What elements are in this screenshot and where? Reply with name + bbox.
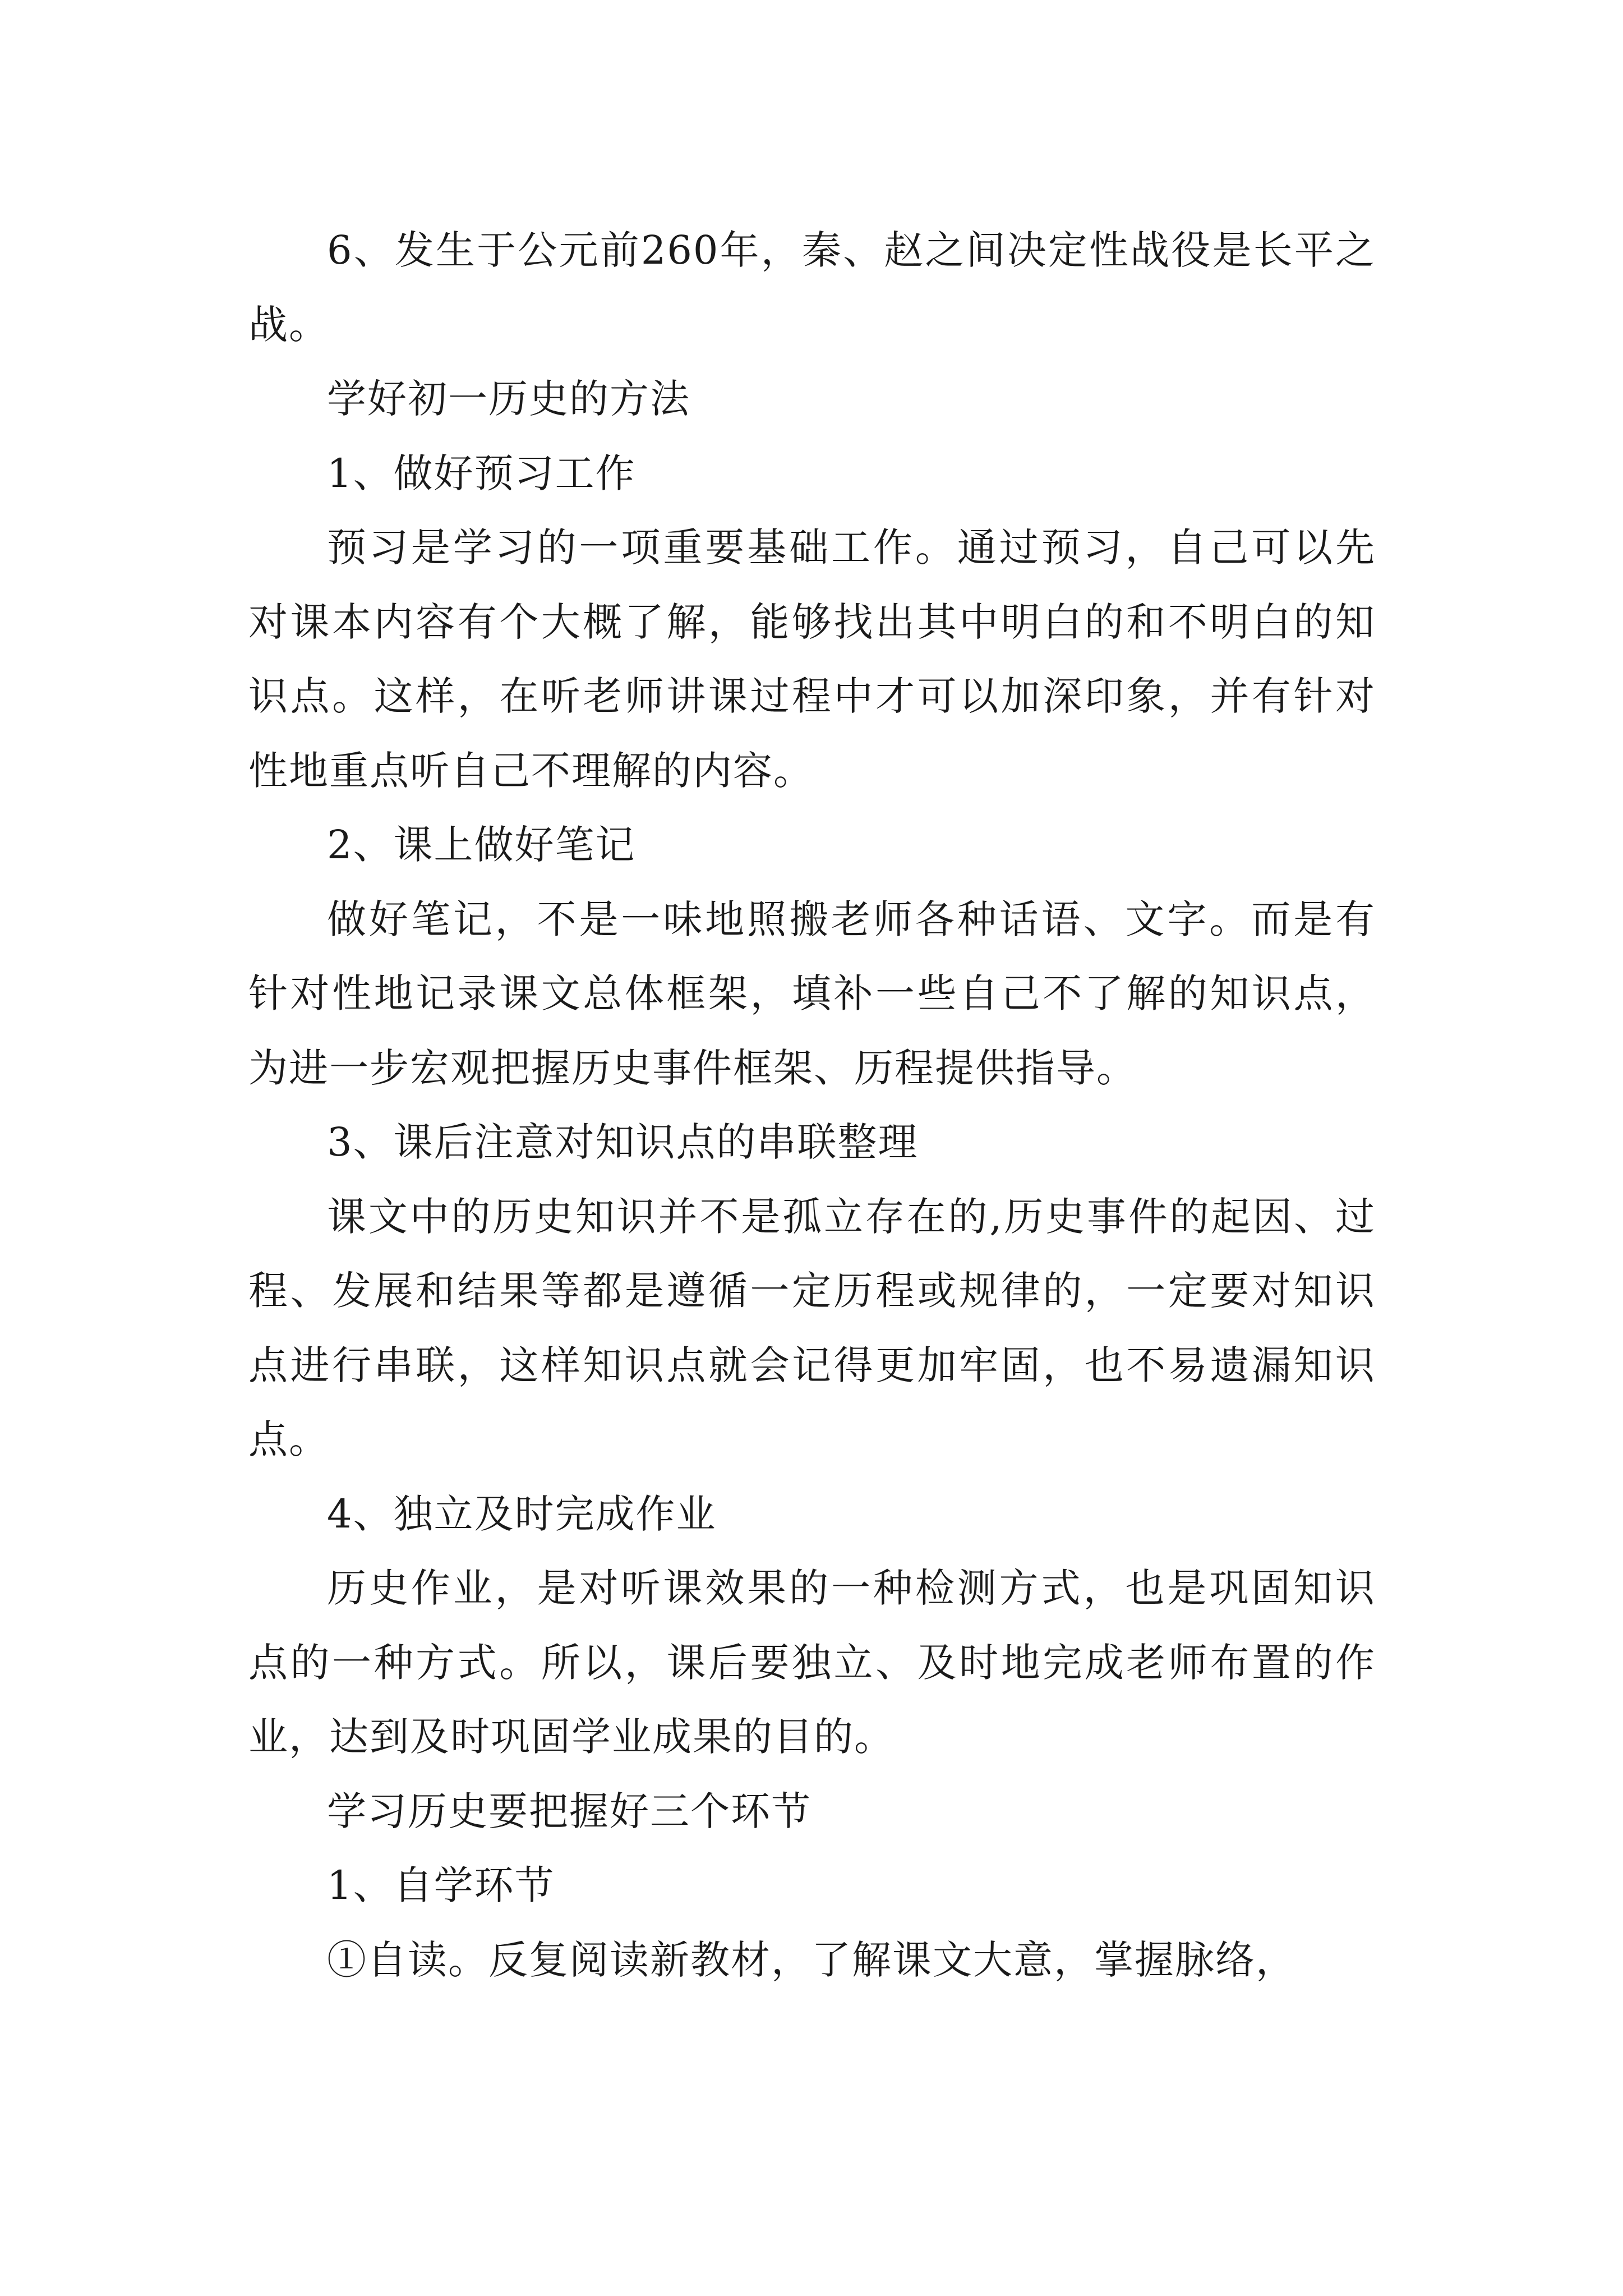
heading-review: 3、课后注意对知识点的串联整理	[327, 1119, 919, 1165]
paragraph-review: 课文中的历史知识并不是孤立存在的,历史事件的起因、过程、发展和结果等都是遵循一定历程或规律的，一定要对知识点进行串联，这样知识点就会记得更加牢固，也不易遗漏知识点。	[248, 1193, 1376, 1462]
paragraph-preview: 预习是学习的一项重要基础工作。通过预习，自己可以先对课本内容有个大概了解，能够找出其中明白的和不明白的知识点。这样，在听老师讲课过程中才可以加深印象，并有针对性地重点听自己不理解的内容。	[248, 524, 1376, 794]
paragraph-changping-battle: 6、发生于公元前260年，秦、赵之间决定性战役是长平之战。	[248, 227, 1376, 348]
heading-three-stages: 学习历史要把握好三个环节	[327, 1788, 811, 1834]
paragraph-notes: 做好笔记，不是一味地照搬老师各种话语、文字。而是有针对性地记录课文总体框架，填补一些自己不了解的知识点，为进一步宏观把握历史事件框架、历程提供指导。	[248, 896, 1376, 1091]
paragraph-self-reading: ①自读。反复阅读新教材，了解课文大意，掌握脉络，	[327, 1936, 1296, 1983]
document-page	[248, 213, 1376, 1997]
heading-homework: 4、独立及时完成作业	[327, 1490, 717, 1537]
heading-notes: 2、课上做好笔记	[327, 822, 636, 868]
heading-self-study: 1、自学环节	[327, 1862, 555, 1908]
paragraph-homework: 历史作业，是对听课效果的一种检测方式，也是巩固知识点的一种方式。所以，课后要独立、及时地完成老师布置的作业，达到及时巩固学业成果的目的。	[248, 1565, 1376, 1760]
heading-preview: 1、做好预习工作	[327, 450, 636, 496]
heading-study-methods: 学好初一历史的方法	[327, 376, 690, 422]
